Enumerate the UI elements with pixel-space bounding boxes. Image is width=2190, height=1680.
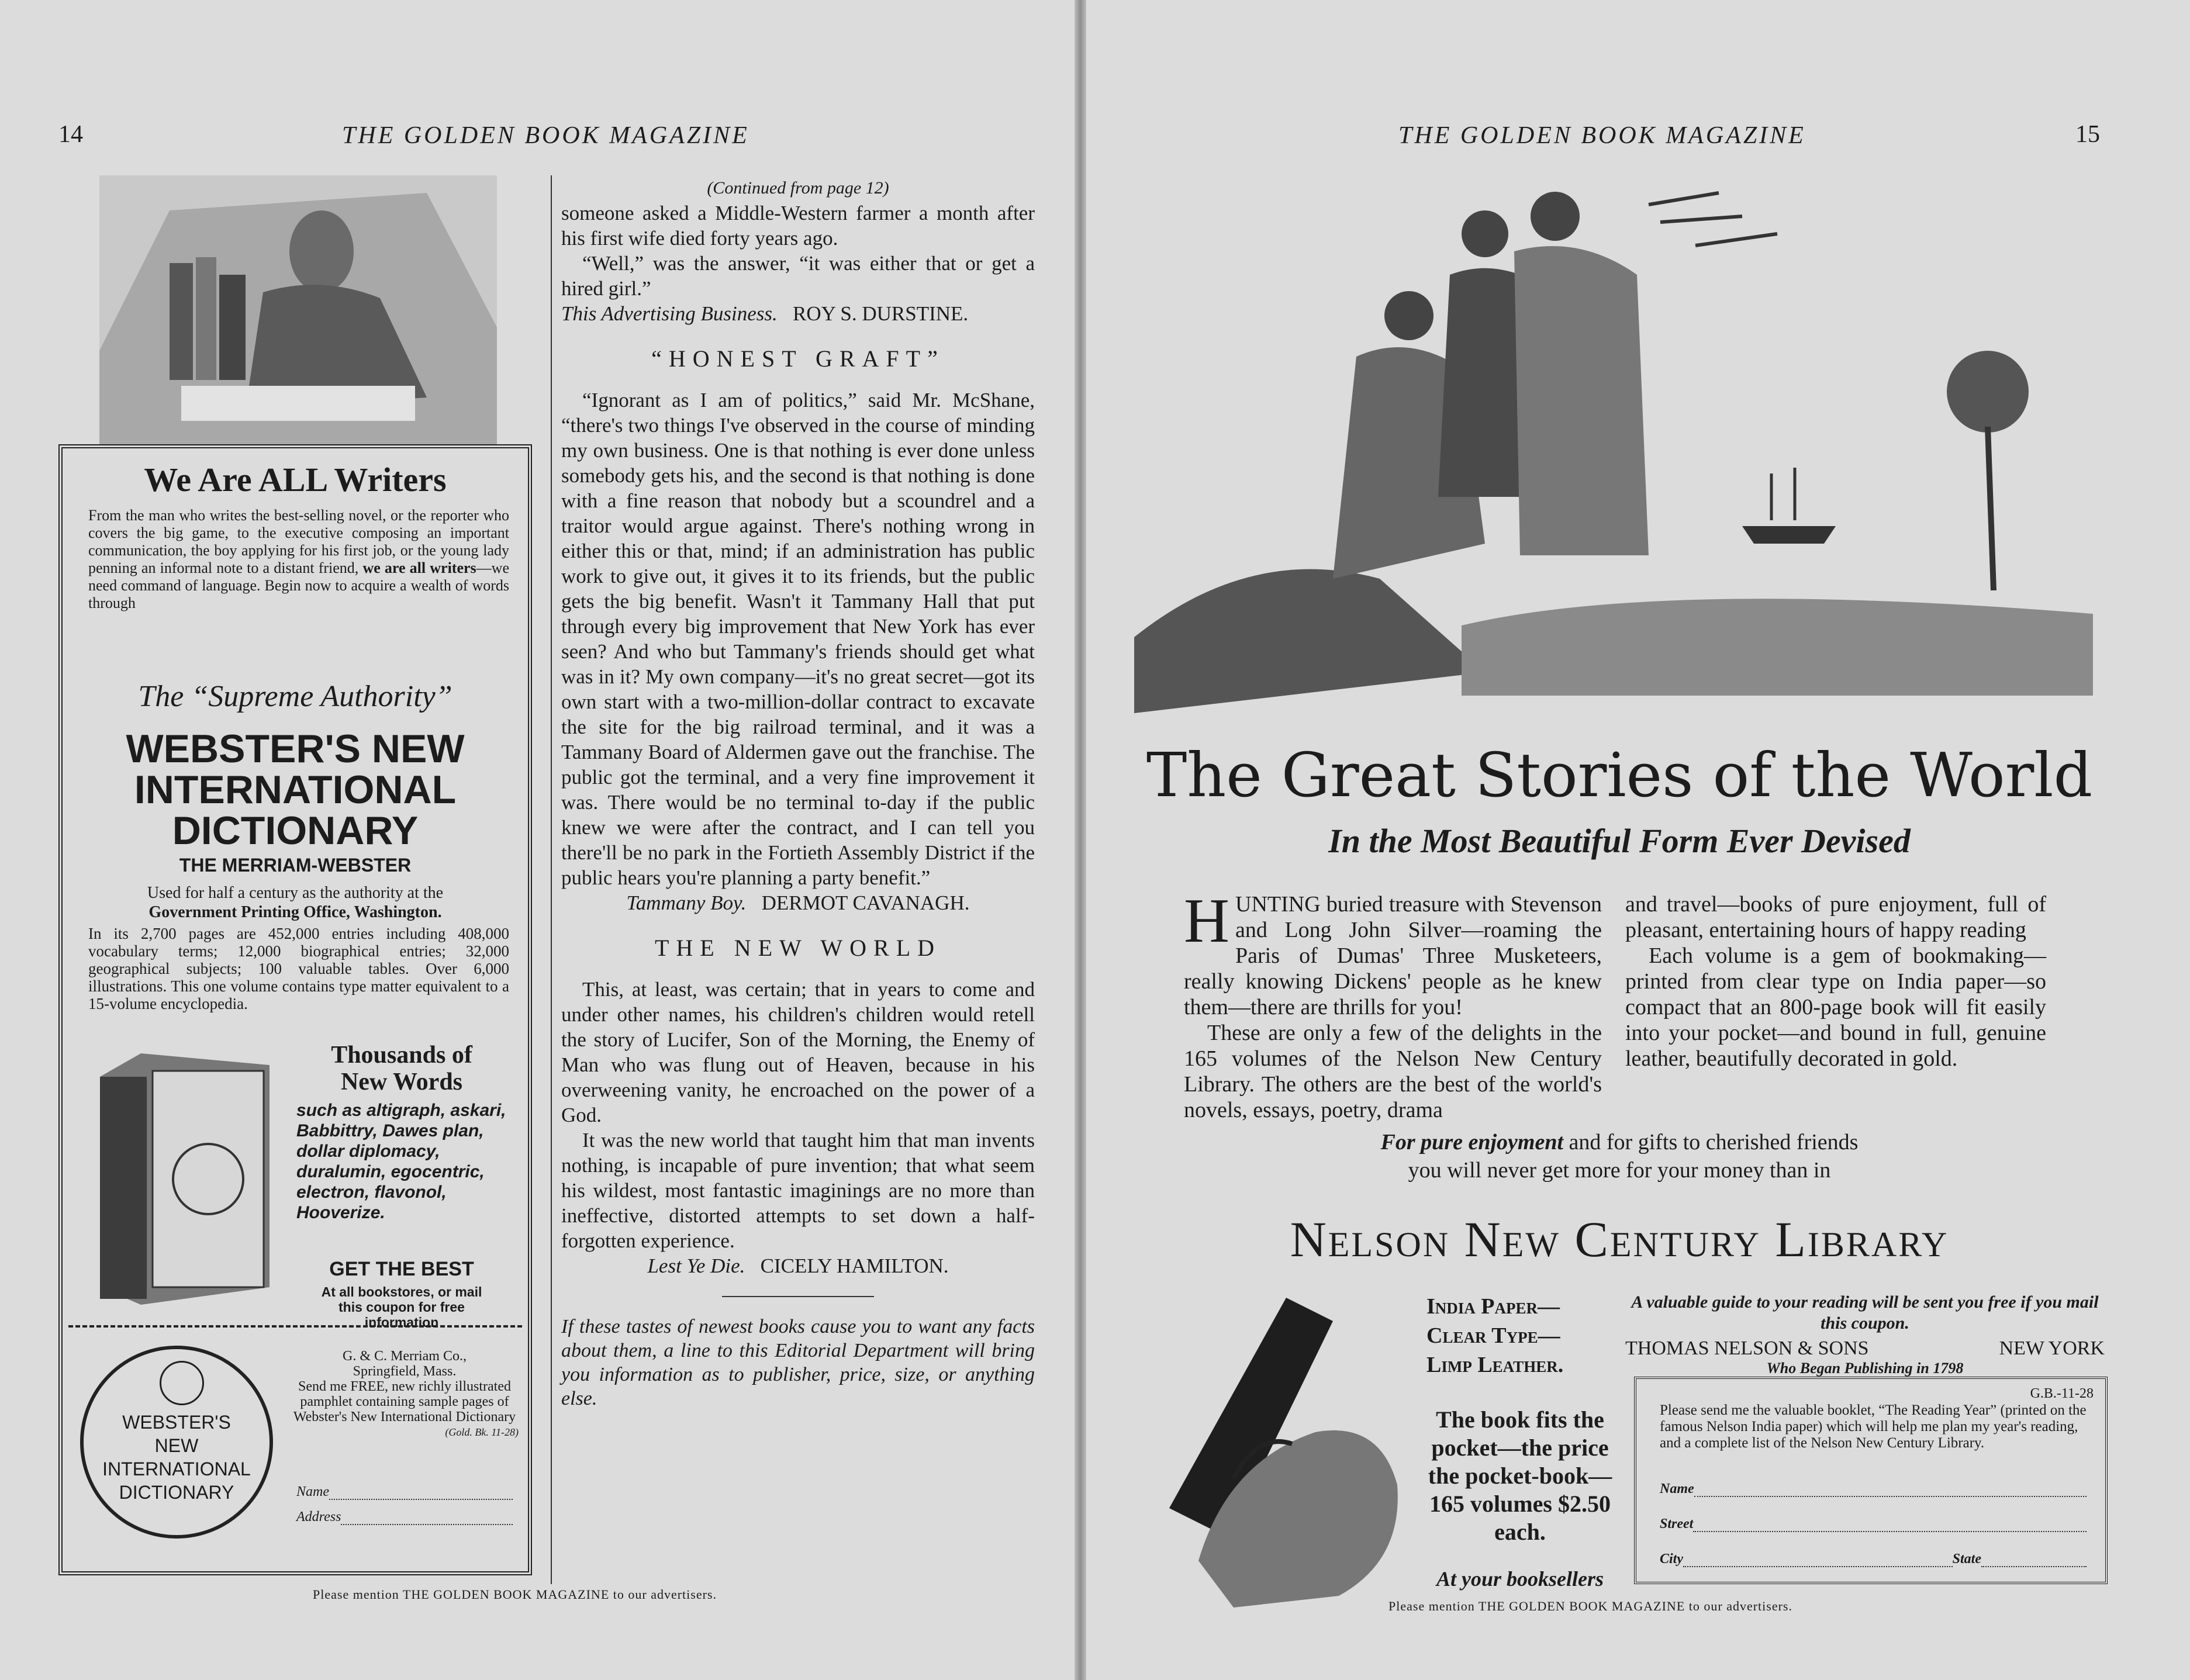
source-3-author: CICELY HAMILTON. <box>760 1254 949 1277</box>
webster-ad-box <box>58 444 532 1575</box>
at-all-bookstores: At all bookstores, or mail this coupon for free information <box>321 1284 482 1330</box>
footer-right: Please mention THE GOLDEN BOOK MAGAZINE to our advertisers. <box>1388 1599 1792 1613</box>
dictionary-stats: In its 2,700 pages are 452,000 entries including 408,000 vocabulary terms; 12,000 biographical entries; 32,000 geographical subjects; 100 valuable tables. Over 6,000 illustrations. This one volume contains type matter equivalent to a 15-volume encyclopedia. <box>88 925 509 1012</box>
features-list <box>1426 1292 1614 1380</box>
editorial-column <box>561 175 1035 1411</box>
nelson-name-line[interactable] <box>1694 1481 2087 1497</box>
source-1-author: ROY S. DURSTINE. <box>793 302 969 325</box>
pure-italic: For pure enjoyment <box>1380 1130 1564 1154</box>
guide-text: A valuable guide to your reading will be sent you free if you mail this coupon. <box>1631 1292 2099 1333</box>
page-number-right: 15 <box>2075 121 2100 148</box>
thousands-heading <box>291 1042 513 1095</box>
publisher-name: THOMAS NELSON & SONS <box>1625 1337 1869 1359</box>
nelson-city-label: City <box>1660 1551 1683 1567</box>
gpo-line: Government Printing Office, Washington. <box>148 903 442 921</box>
para-hired-girl: “Well,” was the answer, “it was either that or get a hired girl.” <box>561 252 1035 300</box>
source-1 <box>561 301 1035 326</box>
nelson-coupon-code: G.B.-11-28 <box>2030 1386 2094 1401</box>
ad-headline: We Are ALL Writers <box>144 461 447 499</box>
publisher-line <box>1625 1337 2105 1360</box>
merriam-webster: THE MERRIAM-WEBSTER <box>179 855 412 876</box>
coupon-body: Send me FREE, new richly illustrated pamphlet containing sample pages of Webster's New International Dictionary <box>293 1379 516 1425</box>
publisher-city: NEW YORK <box>1999 1337 2105 1359</box>
col2-para-2: Each volume is a gem of bookmaking—printed from clear type on India paper—so compact that an 800-page book will fit easily into your pocket—and bound in full, genuine leather, beautifully decorated in gold. <box>1625 943 2046 1071</box>
used-for: Used for half a century as the authority at the <box>147 884 444 902</box>
continued-note: (Continued from page 12) <box>707 178 889 198</box>
pure-line-2: you will never get more for your money than in <box>1408 1158 1831 1183</box>
hand-holding-book-illustration <box>1146 1286 1438 1608</box>
name-label: Name <box>296 1484 329 1499</box>
dictionary-book-illustration <box>88 1042 281 1311</box>
col1-para-1 <box>1184 886 1602 1020</box>
source-1-title: This Advertising Business. <box>561 302 778 325</box>
ad-column-2 <box>1625 891 2046 1071</box>
seal-line-1: WEBSTER'S <box>122 1412 231 1433</box>
booksellers: At your booksellers <box>1436 1567 1604 1591</box>
merriam-coupon <box>291 1349 519 1440</box>
editorial-note: If these tastes of newest books cause you to want any facts about them, a line to this Editorial Department will bring you information as to publisher, price, size, or anything else. <box>561 1316 1035 1409</box>
seal-line-2: NEW <box>154 1435 199 1456</box>
feature-limp-leather: Limp Leather. <box>1426 1353 1564 1377</box>
address-label: Address <box>296 1509 341 1525</box>
name-line[interactable] <box>329 1484 513 1500</box>
nelson-city-field[interactable] <box>1660 1551 2087 1567</box>
webster-seal <box>80 1346 273 1539</box>
para-mcshane: “Ignorant as I am of politics,” said Mr. McShane, “there's two things I've observed in the course of minding my own business. One is that nothing is ever done unless somebody gets his, and the second is that nothing is done with a fine reason that nobody but a scoundrel and a traitor would argue against. There's nothing wrong in either this or that, mind; if an administration has public work to give out, it gives it to its friends, but the public gets the big benefit. Wasn't it Tammany Hall that put through every big improvement that New York has ever seen? And who but Tammany's friends should get what was in it? My own company—it's no great secret—got its own start with a two-million-dollar contract to excavate the site for the big railroad terminal, and it was a Tammany Board of Aldermen gave out the franchise. The public got the terminal, and a very fine improvement it was. There would be no terminal to-day if the public knew we were after the contract, and I can tell you there'll be no park in the Fortieth Assembly District if the public hears you're planning a party benefit.” <box>561 389 1035 889</box>
coupon-cut-line <box>68 1325 522 1328</box>
nelson-state-label: State <box>1952 1551 1981 1567</box>
ad-subtitle: In the Most Beautiful Form Ever Devised <box>1328 822 1911 860</box>
pure-rest: and for gifts to cherished friends <box>1563 1130 1859 1154</box>
source-2-title: Tammany Boy. <box>626 891 747 914</box>
name-field[interactable] <box>296 1484 513 1500</box>
left-page <box>0 0 1075 1680</box>
dictionary-title-2: INTERNATIONAL <box>134 768 457 812</box>
ad-intro-end: —we need command of language. Begin now to acquire a wealth of words through <box>88 559 509 611</box>
coupon-code: (Gold. Bk. 11-28) <box>445 1426 519 1438</box>
thousands-line-1: Thousands of <box>331 1042 472 1069</box>
feature-india-paper: India Paper— <box>1426 1294 1560 1319</box>
col1-para-2: These are only a few of the delights in the 165 volumes of the Nelson New Century Library. The others are the best of the world's novels, essays, poetry, drama <box>1184 1021 1602 1122</box>
ad-intro-bold: we are all writers <box>362 559 476 576</box>
coupon-firm: G. & C. Merriam Co., <box>343 1349 467 1364</box>
nelson-street-label: Street <box>1660 1516 1694 1532</box>
col2-para-1: and travel—books of pure enjoyment, full of pleasant, entertaining hours of happy reading <box>1625 892 2046 942</box>
webster-advertisement <box>58 175 538 1578</box>
running-head-left: THE GOLDEN BOOK MAGAZINE <box>342 122 749 149</box>
get-the-best: GET THE BEST <box>329 1258 474 1280</box>
thousands-line-2: New Words <box>340 1069 463 1095</box>
pure-enjoyment <box>1111 1128 2128 1184</box>
ad-intro <box>88 507 509 612</box>
feature-clear-type: Clear Type— <box>1426 1323 1560 1348</box>
nelson-name-label: Name <box>1660 1481 1694 1496</box>
seal-monogram-icon <box>160 1361 204 1405</box>
nelson-coupon-body: Please send me the valuable booklet, “The Reading Year” (printed on the famous Nelson India paper) which will help me plan my year's reading, and a complete list of the Nelson New Century Library. <box>1660 1402 2087 1451</box>
address-line[interactable] <box>341 1509 513 1525</box>
para-farmer: someone asked a Middle-Western farmer a month after his first wife died forty years ago. <box>561 202 1035 250</box>
para-lucifer: This, at least, was certain; that in years to come and under other names, his children's children would retell the story of Lucifer, Son of the Morning, the Enemy of Man who was flung out of Heaven, because in his overweening vanity, he encroached on the power of a God. <box>561 978 1035 1126</box>
source-2 <box>561 890 1035 915</box>
price-statement: The book fits the pocket—the price the pocket-book—165 volumes $2.50 each. <box>1428 1406 1612 1545</box>
spine-gutter <box>1075 0 1086 1680</box>
para-new-world: It was the new world that taught him that man invents nothing, is incapable of pure invention; that what seem his wildest, most fantastic imaginings are no more than ineffective, distorted attempts to set down a half-forgotten experience. <box>561 1129 1035 1252</box>
nelson-state-line[interactable] <box>1981 1551 2087 1567</box>
ad-title: The Great Stories of the World <box>1146 739 2093 811</box>
supreme-authority: The “Supreme Authority” <box>138 680 452 713</box>
col1-para-1-text: UNTING buried treasure with Stevenson and Long John Silver—roaming the Paris of Dumas' Three Musketeers, really knowing Dickens' people as he knew them—there are thrills for you! <box>1184 892 1602 1019</box>
ad-column-1 <box>1184 886 1602 1123</box>
heading-new-world: THE NEW WORLD <box>654 935 942 961</box>
nelson-coupon <box>1634 1377 2108 1584</box>
footer-left: Please mention THE GOLDEN BOOK MAGAZINE to our advertisers. <box>313 1587 717 1602</box>
writer-photo-illustration <box>99 175 497 444</box>
running-head-right: THE GOLDEN BOOK MAGAZINE <box>1398 122 1806 149</box>
ad-intro-text: From the man who writes the best-selling novel, or the reporter who covers the big game, to the executive composing an important communication, the boy applying for his first job, or the young lady penning an informal note to a distant friend, <box>88 507 509 576</box>
new-words-list: such as altigraph, askari, Babbittry, Dawes plan, dollar diplomacy, duralumin, egocentric, electron, flavonol, Hooverize. <box>296 1101 506 1222</box>
nelson-street-line[interactable] <box>1693 1516 2087 1532</box>
seal-line-3: INTERNATIONAL <box>102 1458 251 1479</box>
source-3-title: Lest Ye Die. <box>647 1254 745 1277</box>
nelson-street-field[interactable] <box>1660 1516 2087 1532</box>
nelson-city-line[interactable] <box>1683 1551 1953 1567</box>
address-field[interactable] <box>296 1509 513 1525</box>
heading-honest-graft: “HONEST GRAFT” <box>651 345 945 372</box>
coupon-city: Springfield, Mass. <box>353 1364 457 1379</box>
column-divider <box>551 175 552 1584</box>
short-rule <box>722 1296 874 1297</box>
drop-cap: H <box>1184 886 1229 956</box>
nelson-name-field[interactable] <box>1660 1481 2087 1497</box>
treasure-hunters-illustration <box>1134 170 2093 731</box>
dictionary-title-3: DICTIONARY <box>172 808 419 853</box>
seal-line-4: DICTIONARY <box>119 1482 234 1503</box>
library-name: Nelson New Century Library <box>1290 1211 1949 1267</box>
guide-offer <box>1625 1292 2105 1377</box>
page-number-left: 14 <box>58 121 83 148</box>
publisher-since: Who Began Publishing in 1798 <box>1766 1360 1964 1377</box>
source-3 <box>561 1253 1035 1278</box>
source-2-author: DERMOT CAVANAGH. <box>761 891 970 914</box>
dictionary-title-1: WEBSTER'S NEW <box>126 727 465 771</box>
seal-text <box>84 1411 270 1504</box>
